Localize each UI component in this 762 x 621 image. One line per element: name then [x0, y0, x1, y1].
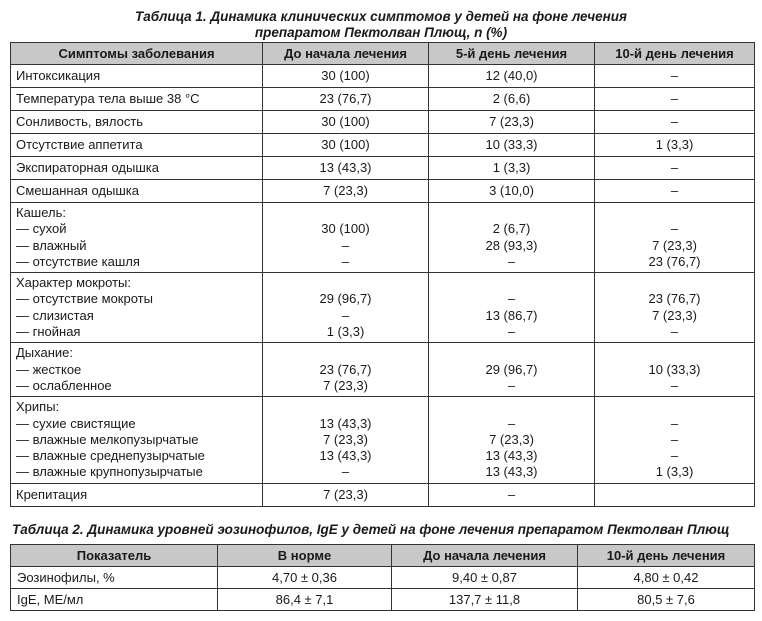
day10-cell: 80,5 ± 7,6 — [578, 589, 755, 611]
cell-line: Температура тела выше 38 °С — [16, 91, 200, 106]
cell-line: Экспираторная одышка — [16, 160, 159, 175]
table-row — [11, 88, 755, 111]
day10-cell — [595, 157, 755, 180]
cell-line: 13 (43,3) — [319, 448, 372, 464]
cell-line: – — [341, 464, 350, 480]
cell-line: — влажные мелкопузырчатые — [16, 431, 199, 447]
cell-line: – — [670, 415, 679, 431]
cell-line — [265, 205, 426, 221]
day5-cell — [429, 111, 595, 134]
cell-line: — ослабленное — [16, 377, 112, 393]
day5-cell — [429, 203, 595, 273]
cell-line: – — [670, 114, 679, 129]
cell-line: – — [670, 221, 679, 237]
before-cell — [263, 483, 429, 506]
symptom-cell — [11, 397, 263, 483]
cell-line: – — [670, 91, 679, 106]
day10-cell — [595, 111, 755, 134]
table-row — [11, 157, 755, 180]
cell-line: – — [670, 160, 679, 175]
cell-line — [597, 345, 752, 361]
table-row — [11, 273, 755, 343]
cell-line: Крепитация — [16, 486, 88, 502]
table-row — [11, 111, 755, 134]
before-cell — [263, 88, 429, 111]
symptom-cell — [11, 157, 263, 180]
norm-cell: 4,70 ± 0,36 — [218, 567, 392, 589]
day10-cell — [595, 397, 755, 483]
day10-cell — [595, 180, 755, 203]
cell-line: — отсутствие кашля — [16, 253, 140, 269]
cell-line: 7 (23,3) — [323, 377, 368, 393]
cell-line: Характер мокроты: — [16, 275, 132, 291]
table1-caption-line2: препаратом Пектолван Плющ, n (%) — [254, 25, 508, 40]
cell-line: – — [670, 377, 679, 393]
symptom-cell — [11, 134, 263, 157]
table2-header-before: До начала лечения — [392, 545, 578, 567]
cell-line: 12 (40,0) — [485, 68, 538, 83]
cell-line: 7 (23,3) — [323, 486, 368, 502]
cell-line: 28 (93,3) — [485, 237, 538, 253]
cell-line — [431, 205, 592, 221]
before-cell: 9,40 ± 0,87 — [392, 567, 578, 589]
cell-line: — жесткое — [16, 361, 82, 377]
table-row — [11, 134, 755, 157]
before-cell — [263, 134, 429, 157]
day10-cell — [595, 134, 755, 157]
cell-line: — гнойная — [16, 324, 81, 340]
symptom-cell — [11, 88, 263, 111]
table1-body — [11, 65, 755, 507]
cell-line: 1 (3,3) — [655, 137, 694, 152]
eosinophils-ige-table — [10, 544, 755, 611]
cell-line: Дыхание: — [16, 345, 74, 361]
day5-cell — [429, 88, 595, 111]
table1-header-symptoms: Симптомы заболевания — [11, 43, 263, 65]
table2-header-row — [11, 545, 755, 567]
table-row — [11, 203, 755, 273]
cell-line: Кашель: — [16, 205, 67, 220]
cell-line: 23 (76,7) — [648, 291, 701, 307]
table-row — [11, 65, 755, 88]
norm-cell: 86,4 ± 7,1 — [218, 589, 392, 611]
cell-line: – — [507, 324, 516, 340]
before-cell — [263, 157, 429, 180]
cell-line: 13 (43,3) — [319, 415, 372, 431]
cell-line: 30 (100) — [321, 137, 370, 152]
table-row — [11, 180, 755, 203]
cell-line: — влажный — [16, 237, 87, 253]
cell-line: Хрипы: — [16, 399, 60, 415]
day5-cell — [429, 134, 595, 157]
cell-line: 2 (6,7) — [492, 221, 531, 237]
cell-line: 7 (23,3) — [652, 307, 697, 323]
cell-line: Интоксикация — [16, 68, 101, 83]
day5-cell — [429, 343, 595, 397]
cell-line — [431, 345, 592, 361]
table1-header-row — [11, 43, 755, 65]
symptom-cell — [11, 203, 263, 273]
cell-line: – — [670, 183, 679, 198]
cell-line: – — [670, 324, 679, 340]
symptom-cell — [11, 273, 263, 343]
cell-line: – — [507, 415, 516, 431]
day5-cell — [429, 65, 595, 88]
cell-line — [265, 345, 426, 361]
cell-line: 10 (33,3) — [648, 361, 701, 377]
cell-line: 7 (23,3) — [489, 114, 534, 129]
table-row — [11, 589, 755, 611]
day10-cell — [595, 483, 755, 506]
cell-line: – — [670, 68, 679, 83]
before-cell — [263, 65, 429, 88]
symptom-cell — [11, 483, 263, 506]
day10-cell — [595, 203, 755, 273]
cell-line: 23 (76,7) — [648, 253, 701, 269]
cell-line: 1 (3,3) — [492, 160, 531, 175]
table-row — [11, 483, 755, 506]
table1-caption — [0, 9, 762, 41]
symptom-cell — [11, 343, 263, 397]
cell-line — [265, 275, 426, 291]
cell-line: 13 (43,3) — [319, 160, 372, 175]
before-cell: 137,7 ± 11,8 — [392, 589, 578, 611]
cell-line: Смешанная одышка — [16, 183, 139, 198]
day10-cell — [595, 343, 755, 397]
day10-cell: 4,80 ± 0,42 — [578, 567, 755, 589]
symptom-cell — [11, 65, 263, 88]
indicator-cell: Эозинофилы, % — [11, 567, 218, 589]
cell-line: – — [507, 253, 516, 269]
cell-line: 10 (33,3) — [485, 137, 538, 152]
table-row — [11, 343, 755, 397]
day5-cell — [429, 157, 595, 180]
table2-body — [11, 567, 755, 611]
cell-line: Отсутствие аппетита — [16, 137, 143, 152]
before-cell — [263, 343, 429, 397]
before-cell — [263, 203, 429, 273]
day5-cell — [429, 483, 595, 506]
table2-header-day10: 10-й день лечения — [578, 545, 755, 567]
cell-line: 13 (86,7) — [485, 307, 538, 323]
cell-line: – — [670, 431, 679, 447]
table-row — [11, 397, 755, 483]
table1-caption-line1: Таблица 1. Динамика клинических симптомов у детей на фоне лечения — [135, 9, 627, 24]
cell-line: – — [341, 307, 350, 323]
symptom-cell — [11, 111, 263, 134]
cell-line: 7 (23,3) — [323, 183, 368, 198]
cell-line: — отсутствие мокроты — [16, 291, 153, 307]
table1-header-before: До начала лечения — [263, 43, 429, 65]
cell-line: 30 (100) — [321, 114, 370, 129]
symptoms-table — [10, 42, 755, 507]
cell-line: — влажные крупнопузырчатые — [16, 464, 203, 480]
cell-line — [431, 275, 592, 291]
cell-line: 7 (23,3) — [489, 431, 534, 447]
cell-line — [597, 484, 752, 506]
cell-line: 3 (10,0) — [489, 183, 534, 198]
cell-line: 2 (6,6) — [492, 91, 531, 106]
day5-cell — [429, 273, 595, 343]
cell-line: 13 (43,3) — [485, 464, 538, 480]
cell-line — [597, 205, 752, 221]
table2-header-norm: В норме — [218, 545, 392, 567]
cell-line: — сухие свистящие — [16, 415, 136, 431]
cell-line: – — [670, 448, 679, 464]
cell-line — [597, 399, 752, 415]
cell-line: 29 (96,7) — [319, 291, 372, 307]
cell-line: – — [507, 486, 516, 502]
before-cell — [263, 273, 429, 343]
day5-cell — [429, 180, 595, 203]
day5-cell — [429, 397, 595, 483]
cell-line: 13 (43,3) — [485, 448, 538, 464]
table2-caption: Таблица 2. Динамика уровней эозинофилов, IgE у детей на фоне лечения препаратом Пектолван Плющ — [12, 522, 730, 537]
cell-line: Сонливость, вялость — [16, 114, 144, 129]
cell-line: 23 (76,7) — [319, 361, 372, 377]
day10-cell — [595, 273, 755, 343]
cell-line — [265, 399, 426, 415]
cell-line: – — [341, 237, 350, 253]
before-cell — [263, 180, 429, 203]
before-cell — [263, 111, 429, 134]
table2-header-indicator: Показатель — [11, 545, 218, 567]
day10-cell — [595, 88, 755, 111]
cell-line: 1 (3,3) — [326, 324, 365, 340]
cell-line: 1 (3,3) — [655, 464, 694, 480]
day10-cell — [595, 65, 755, 88]
table1-header-day10: 10-й день лечения — [595, 43, 755, 65]
table-row — [11, 567, 755, 589]
cell-line: – — [341, 253, 350, 269]
cell-line: 23 (76,7) — [319, 91, 372, 106]
table1-header-day5: 5-й день лечения — [429, 43, 595, 65]
cell-line: — влажные среднепузырчатые — [16, 448, 205, 464]
cell-line: – — [507, 377, 516, 393]
cell-line: 7 (23,3) — [652, 237, 697, 253]
symptom-cell — [11, 180, 263, 203]
cell-line — [431, 399, 592, 415]
cell-line: – — [507, 291, 516, 307]
indicator-cell: IgE, МЕ/мл — [11, 589, 218, 611]
cell-line — [597, 275, 752, 291]
cell-line: — сухой — [16, 221, 67, 237]
cell-line: — слизистая — [16, 307, 94, 323]
cell-line: 30 (100) — [321, 221, 370, 237]
before-cell — [263, 397, 429, 483]
cell-line: 7 (23,3) — [323, 431, 368, 447]
cell-line: 29 (96,7) — [485, 361, 538, 377]
cell-line: 30 (100) — [321, 68, 370, 83]
